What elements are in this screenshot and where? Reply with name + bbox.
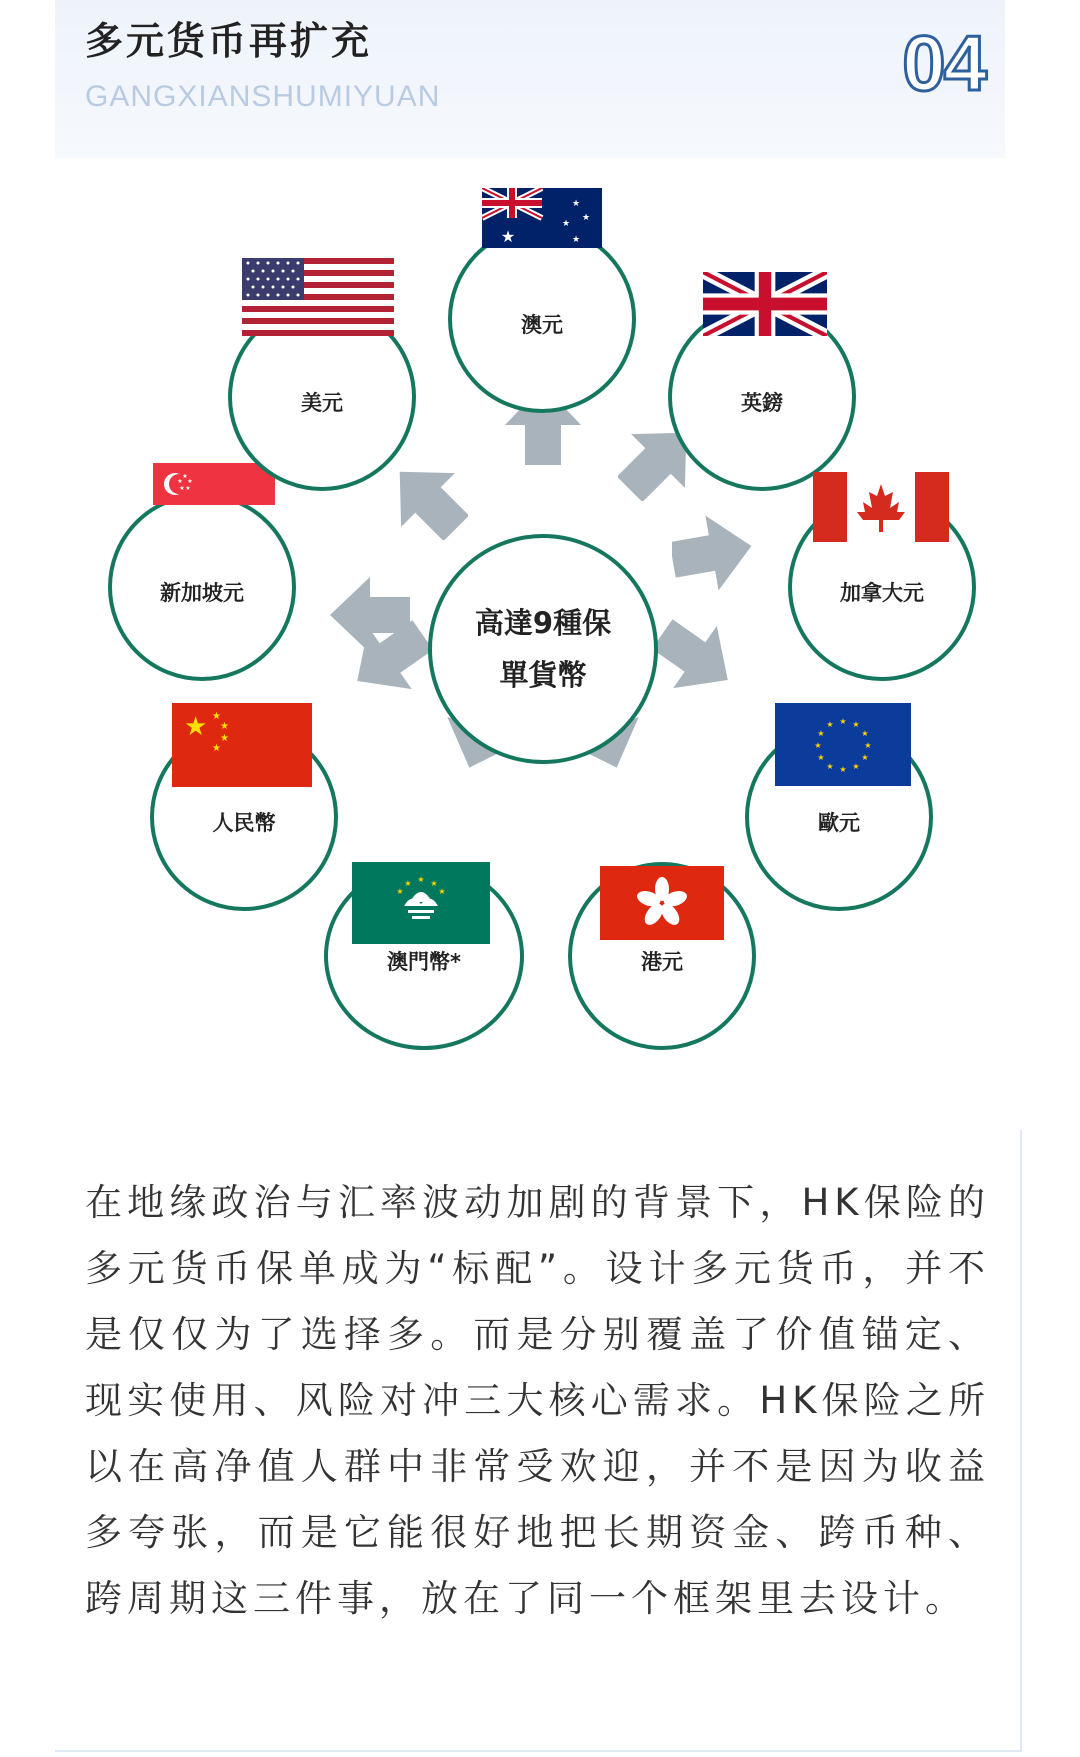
currency-label: 澳門幣* (387, 950, 461, 974)
svg-text:★: ★ (582, 213, 591, 223)
section-header (55, 0, 1005, 158)
svg-text:★: ★ (212, 743, 221, 754)
svg-text:★: ★ (396, 887, 404, 896)
svg-text:★: ★ (839, 765, 847, 774)
currency-label: 澳元 (521, 313, 563, 337)
canada-flag-icon (813, 472, 949, 542)
svg-text:★: ★ (562, 219, 571, 229)
svg-text:★: ★ (182, 473, 188, 480)
section-subtitle: GANGXIANSHUMIYUAN (85, 80, 441, 113)
svg-text:★: ★ (826, 720, 834, 729)
svg-text:★: ★ (500, 227, 516, 246)
svg-text:★: ★ (179, 485, 185, 492)
svg-text:★: ★ (826, 762, 834, 771)
arrow-icon (672, 513, 752, 593)
center-circle (428, 534, 658, 764)
svg-text:★: ★ (861, 753, 869, 762)
currency-bubble-aud (448, 225, 636, 413)
currency-bubble-sgd (108, 493, 296, 681)
svg-text:★: ★ (814, 741, 822, 750)
svg-text:★: ★ (177, 478, 183, 485)
china-flag-icon (172, 703, 312, 787)
svg-text:★: ★ (852, 762, 860, 771)
eu-flag-icon (775, 703, 911, 786)
svg-text:★: ★ (817, 753, 825, 762)
australia-flag-icon (482, 188, 602, 248)
svg-text:★: ★ (852, 720, 860, 729)
section-number: 04 (902, 19, 985, 107)
svg-text:★: ★ (404, 879, 412, 888)
macau-flag-icon (352, 862, 490, 944)
svg-text:★: ★ (438, 887, 446, 896)
singapore-flag-icon (153, 463, 275, 505)
svg-text:★: ★ (187, 478, 193, 485)
center-label-line2: 單貨幣 (499, 658, 587, 692)
body-paragraph: 在地缘政治与汇率波动加剧的背景下，HK保险的多元货币保单成为“标配”。设计多元货币，并不是仅仅为了选择多。而是分别覆盖了价值锚定、现实使用、风险对冲三大核心需求。HK保险之所以在高净值人群中非常受欢迎，并不是因为收益多夸张，而是它能很好地把长期资金、跨币种、跨周期这三件事，放在了同一个框架里去设计。 (85, 1181, 990, 1620)
text-panel (55, 1130, 1022, 1752)
currency-diagram (0, 160, 1080, 1080)
usa-flag-icon (242, 258, 394, 336)
svg-text:★: ★ (817, 729, 825, 738)
svg-text:★: ★ (572, 235, 581, 245)
svg-text:★: ★ (861, 729, 869, 738)
svg-text:★: ★ (864, 741, 872, 750)
svg-text:★: ★ (220, 721, 229, 732)
currency-label: 美元 (301, 391, 343, 415)
currency-label: 英鎊 (741, 391, 783, 415)
svg-text:★: ★ (220, 733, 229, 744)
arrow-icon (388, 460, 468, 540)
currency-label: 歐元 (818, 811, 860, 835)
currency-label: 人民幣 (212, 811, 276, 835)
svg-text:★: ★ (417, 875, 425, 884)
hong-kong-flag-icon (600, 866, 724, 940)
arrow-icon (330, 575, 410, 655)
svg-text:★: ★ (572, 199, 581, 209)
svg-text:★: ★ (212, 711, 221, 722)
currency-label: 港元 (641, 950, 683, 974)
center-label-line1: 高達9種保 (474, 606, 612, 640)
svg-text:★: ★ (430, 879, 438, 888)
currency-label: 加拿大元 (840, 581, 924, 605)
section-title: 多元货币再扩充 (85, 19, 373, 63)
uk-flag-icon (703, 272, 827, 336)
currency-label: 新加坡元 (160, 581, 244, 605)
arrow-icon (655, 617, 735, 697)
svg-text:★: ★ (839, 717, 847, 726)
svg-text:★: ★ (185, 485, 191, 492)
svg-text:★: ★ (184, 712, 208, 742)
